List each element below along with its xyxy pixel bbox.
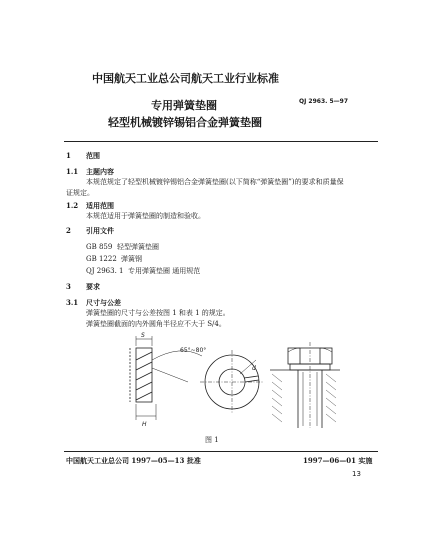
ref-name: 弹簧钢 xyxy=(121,255,142,263)
label-h: H xyxy=(142,421,147,428)
section-3-1-text-2: 弹簧垫圈截面的内外圆角半径应不大于 S/4。 xyxy=(86,320,226,328)
section-3-1-text-1: 弹簧垫圈的尺寸与公差按图 1 和表 1 的规定。 xyxy=(86,309,230,317)
section-2-title: 引用文件 xyxy=(86,226,114,235)
footer-rule xyxy=(64,451,378,452)
section-1-2-text: 本规范适用于弹簧垫圈的制造和验收。 xyxy=(86,212,205,220)
figure-1-washer-drawing xyxy=(120,330,340,430)
implementation-text: 1997—06—01 实施 xyxy=(303,456,373,465)
section-1-2-title: 适用范围 xyxy=(86,201,114,210)
approval-text: 中国航天工业总公司 1997—05—13 批准 xyxy=(66,456,201,465)
title-line-2: 轻型机械镀锌锡铝合金弹簧垫圈 xyxy=(108,116,262,129)
section-1-1-text-a: 本规范规定了轻型机械镀锌锡铝合金弹簧垫圈(以下简称“弹簧垫圈”)的要求和质量保 xyxy=(86,178,344,186)
figure-caption: 图 1 xyxy=(205,436,219,444)
section-3-title: 要求 xyxy=(86,282,100,291)
ref-name: 专用弹簧垫圈 通用规范 xyxy=(128,267,201,275)
section-1-1-number: 1.1 xyxy=(66,167,79,176)
page-number: 13 xyxy=(352,470,361,478)
section-1-title: 范围 xyxy=(86,151,100,160)
label-s: S xyxy=(141,332,145,339)
section-1-2-number: 1.2 xyxy=(66,201,79,210)
section-3-number: 3 xyxy=(66,282,71,291)
section-2-number: 2 xyxy=(66,226,71,235)
section-1-number: 1 xyxy=(66,151,71,160)
washer-front-view xyxy=(200,350,264,414)
section-3-1-title: 尺寸与公差 xyxy=(86,298,121,307)
label-angle: 65°~80° xyxy=(180,347,207,354)
ref-code: GB 1222 xyxy=(86,255,117,263)
section-3-1-number: 3.1 xyxy=(66,298,79,307)
organization-title: 中国航天工业总公司航天工业行业标准 xyxy=(92,72,279,85)
standard-number: QJ 2963. 5—97 xyxy=(299,98,349,105)
ref-name: 轻型弹簧垫圈 xyxy=(117,243,159,251)
title-line-1: 专用弹簧垫圈 xyxy=(151,99,217,112)
ref-code: GB 859 xyxy=(86,243,113,251)
header-rule xyxy=(64,141,378,142)
section-1-1-title: 主题内容 xyxy=(86,167,114,176)
bolt-assembly-view xyxy=(270,342,340,428)
section-1-1-text-b: 证规定。 xyxy=(66,189,94,197)
label-d: d xyxy=(252,365,256,372)
washer-side-view xyxy=(130,348,152,402)
ref-code: QJ 2963. 1 xyxy=(86,267,124,275)
